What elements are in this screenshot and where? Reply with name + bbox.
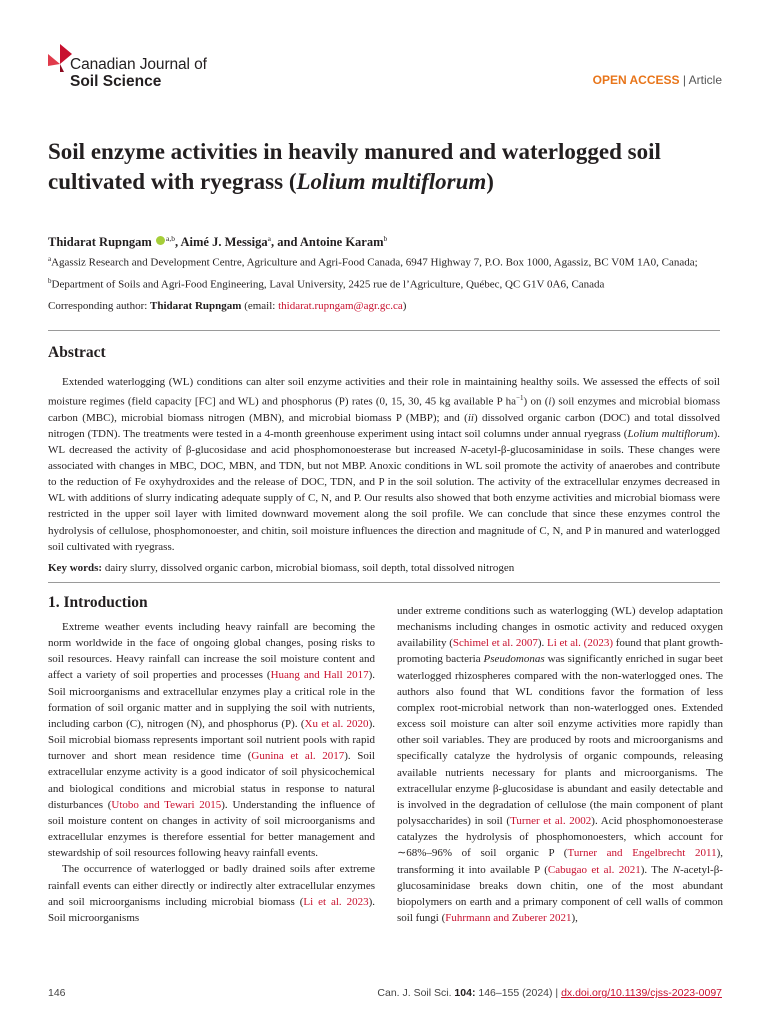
citation-link[interactable]: Li et al. 2023 — [303, 895, 369, 908]
author-3[interactable]: , and Antoine Karam — [271, 235, 384, 250]
author-1[interactable]: Thidarat Rupngam — [48, 235, 152, 250]
citation-link[interactable]: Gunina et al. 2017 — [251, 750, 345, 763]
affiliations: $^a$Agassiz Research and Development Centre, Agriculture and Agri-Food Canada, 6947 Highway 7, P.O. Box 1000, Agassiz, BC V0M 1A0, Canada; $^b$Department of Soils and Agri-Food Engineering, Laval University, 2425 rue de l’Agriculture, Québec, QC G1V 0A6, Canada — [48, 255, 698, 291]
citation-link[interactable]: Utobo and Tewari 2015 — [111, 798, 222, 811]
body-column-right — [397, 603, 723, 926]
page-number: 146 — [48, 987, 66, 999]
paragraph: Extreme weather events including heavy rainfall are becoming the norm worldwide in the face of ongoing global changes, posing risks to soil resources. Heavy rainfall can increase the soil moisture content and affect a variety of soil properties and processes (Huang and Hall 2017). Soil microorganisms and extracellular enzymes play a critical role in the formation of soil organic matter and in supplying the soil with nutrients, including carbon (C), nitrogen (N), and phosphorus (P). (Xu et al. 2020). Soil microbial biomass represents important soil nutrient pools with rapid turnover and short mean residence time (Gunina et al. 2017). Soil extracellular enzyme activity is a good indicator of soil physicochemical and biological conditions and microbial status in response to natural disturbances (Utobo and Tewari 2015). Understanding the influence of soil moisture content on changes in activity of soil microorganisms and extracellular enzymes is therefore essential for better management and stewardship of soil resources following heavy rainfall events. — [48, 621, 376, 860]
section-heading-introduction: 1. Introduction — [48, 594, 148, 611]
keywords: Key words: dairy slurry, dissolved organic carbon, microbial biomass, soil depth, total dissolved nitrogen — [48, 562, 515, 574]
paragraph: under extreme conditions such as waterlogging (WL) develop adaptation mechanisms including changes in osmotic activity and reduced oxygen availability (Schimel et al. 2007). Li et al. (2023) found that plant growth-promoting bacteria Pseudomonas was significantly enriched in sugar beet waterlogged rhizospheres compared with the non-waterlogged ones. The authors also found that WL conditions favor the formation of less complex root-microbial network than non-waterlogged ones. Extended excess soil moisture can alter soil enzyme activities more rapidly than other soil variables. They are produced by roots and microorganisms and specifically catalyze the hydrolysis of organic compounds, releasing available nutrients necessary for plants and microorganisms. The extracellular enzyme β-glucosidase is abundant and easily detectable and is involved in the degradation of cellulose (the main component of plant polysaccharides) in soil (Turner et al. 2002). Acid phosphomonoesterase catalyzes the hydrolysis of phosphomonoesters, which account for ∼68%–96% of soil organic P (Turner and Engelbrecht 2011), transforming it into available P (Cabugao et al. 2021). The N-acetyl-β-glucosaminidase breaks down chitin, one of the most abundant biopolymers on earth and a primary component of cell walls of common soil fungi (Fuhrmann and Zuberer 2021), — [397, 605, 723, 924]
author-2[interactable]: , Aimé J. Messiga — [174, 235, 268, 250]
citation-link[interactable]: Huang and Hall 2017 — [270, 669, 369, 682]
journal-logo — [48, 44, 268, 90]
article-title: Soil enzyme activities in heavily manured and waterlogged soil cultivated with ryegrass (Lolium multiflorum) — [48, 139, 661, 194]
article-access-label: OPEN ACCESS | Article — [592, 73, 722, 87]
corresponding-author: Corresponding author: Thidarat Rupngam (email: thidarat.rupngam@agr.gc.ca) — [48, 300, 407, 312]
author-email-link[interactable]: thidarat.rupngam@agr.gc.ca — [278, 300, 403, 312]
citation-link[interactable]: Fuhrmann and Zuberer 2021 — [445, 911, 572, 924]
citation-link[interactable]: Xu et al. 2020 — [304, 717, 369, 730]
doi-link[interactable]: dx.doi.org/10.1139/cjss-2023-0097 — [561, 987, 722, 999]
open-access-badge: OPEN ACCESS — [592, 73, 680, 87]
orcid-icon[interactable] — [156, 236, 165, 245]
body-column-left — [48, 619, 375, 926]
abstract-text: Extended waterlogging (WL) conditions can alter soil enzyme activities and their role in maintaining healthy soils. We assessed the effects of soil moisture regimes (field capacity [FC] and WL) and phosphorus (P) rates (0, 15, 30, 45 kg available P $ha^{-1}$) on (i) soil enzymes and microbial biomass carbon (MBC), microbial biomass nitrogen (MBN), and microbial biomass P (MBP); and (ii) dissolved organic carbon (DOC) and total dissolved nitrogen (TDN). The treatments were tested in a 4-month greenhouse experiment using intact soil columns under annual ryegrass (Lolium multiflorum). WL decreased the activity of β-glucosidase and acid phosphomonoesterase but increased N-acetyl-β-glucosaminidase in soils. These changes were associated with changes in MBC, DOC, MBN, and TDN, but not MBP. Anoxic conditions in WL soil promote the activity of anaerobes and contribute to the reduction of Fe oxyhydroxides and the release of DOC, TDN, and P in the soil solution. The activity of the extracellular enzymes decreased in WL with additions of slurry indicating adequate supply of C, N, and P. Our results also showed that both enzyme activities and microbial biomass were restricted in the upper soil layer with limited downward movement along the soil profile. We can conclude that since these enzymes control the hydrolysis of cellulose, phosphomonoester, and chitin, soil moisture influences the direction and magnitude of C, N, and P in manured and waterlogged soil cultivated with ryegrass. — [48, 376, 721, 553]
journal-name-line2: Soil Science — [70, 73, 162, 90]
citation-link[interactable]: Schimel et al. 2007 — [452, 637, 538, 650]
citation-link[interactable]: Li et al. (2023) — [547, 637, 613, 650]
paragraph: The occurrence of waterlogged or badly drained soils after extreme rainfall events can either directly or indirectly alter extracellular enzymes and soil microorganisms including microbial biomass (Li et al. 2023). Soil microorganisms — [48, 863, 375, 924]
citation-link[interactable]: Turner and Engelbrecht 2011 — [567, 847, 717, 860]
divider — [48, 582, 720, 583]
citation-link[interactable]: Cabugao et al. 2021 — [547, 863, 641, 876]
article-type: Article — [688, 73, 722, 87]
footer-citation: Can. J. Soil Sci. 104: 146–155 (2024) | dx.doi.org/10.1139/cjss-2023-0097 — [377, 987, 722, 999]
journal-name-line1: Canadian Journal of — [70, 56, 207, 73]
divider — [48, 330, 720, 331]
maple-leaf-icon — [48, 44, 72, 72]
citation-link[interactable]: Turner et al. 2002 — [510, 815, 592, 828]
abstract-heading: Abstract — [48, 344, 106, 361]
author-list: Thidarat Rupngam $^{a,b}$, Aimé J. Messiga$^a$, and Antoine Karam$^b$ — [48, 234, 388, 250]
